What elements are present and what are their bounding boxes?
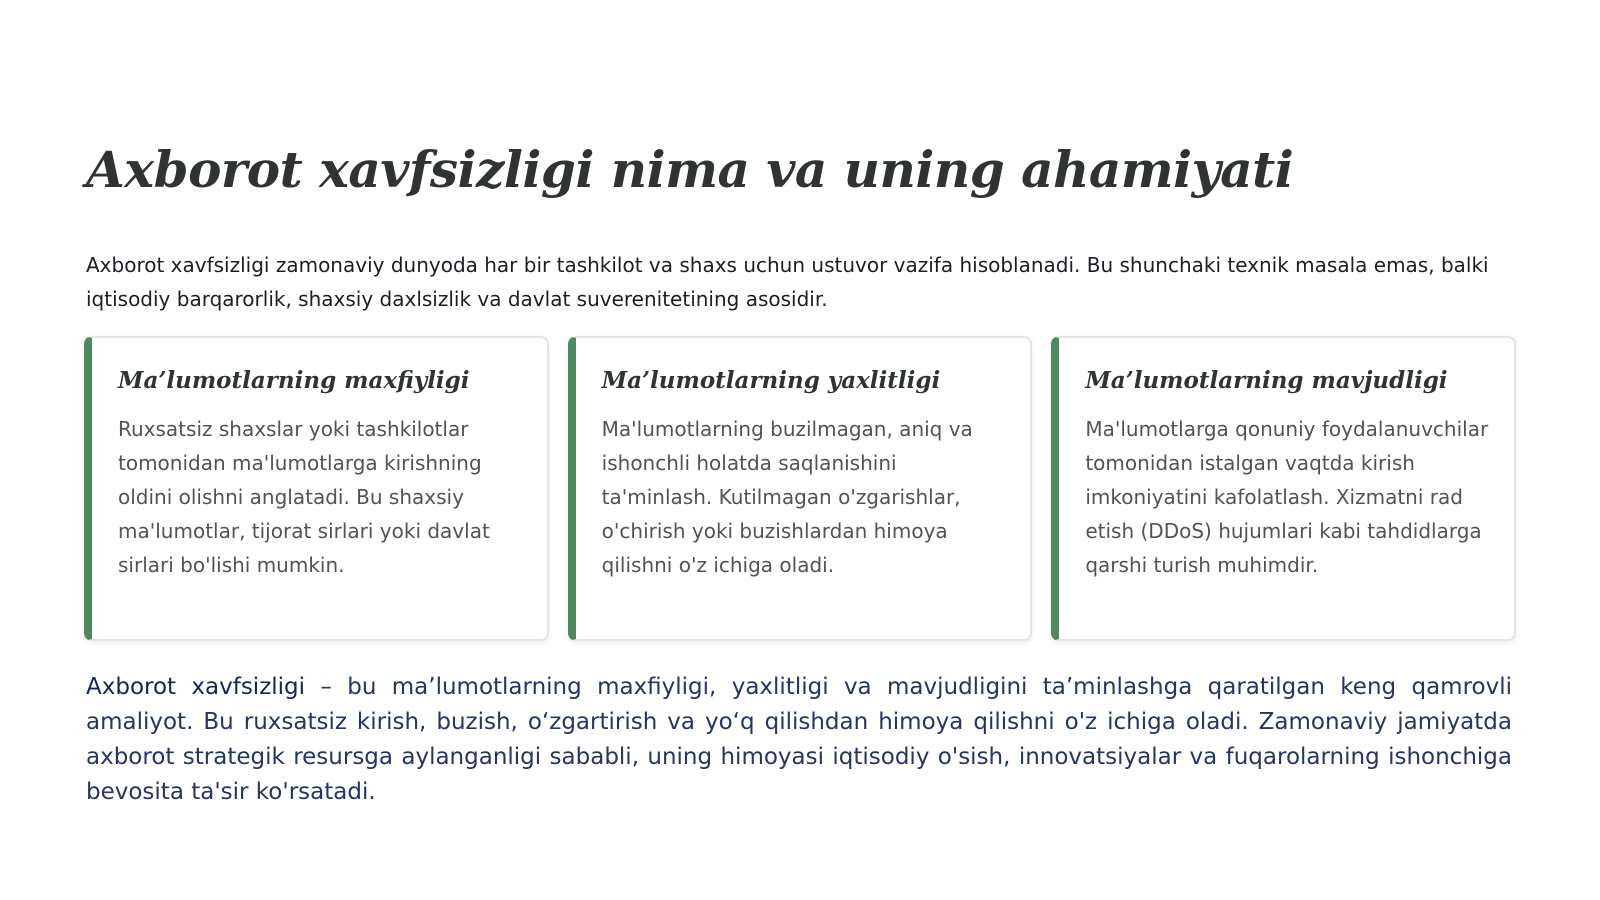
card-title: Ma’lumotlarning mavjudligi	[1085, 367, 1448, 394]
page-title: Axborot xavfsizligi nima va uning ahamiyati	[86, 140, 1294, 199]
card-title: Ma’lumotlarning maxfiyligi	[118, 367, 470, 394]
summary-text: – bu ma’lumotlarning maxfiyligi, yaxlitligi va mavjudligini ta’minlashga qaratilgan keng qamrovli amaliyot. Bu ruxsatsiz kirish, buzish, o‘zgartirish va yo‘q qilishdan himoya qilishni o'z ichiga oladi. Zamonaviy jamiyatda axborot strategik resursga aylanganligi sababli, uning himoyasi iqtisodiy o'sish, innovatsiyalar va fuqarolarning ishonchiga bevosita ta'sir ko'rsatadi.	[86, 674, 1512, 805]
cards-row	[84, 336, 1516, 641]
card-title: Ma’lumotlarning yaxlitligi	[601, 367, 941, 394]
card-text: Ruxsatsiz shaxslar yoki tashkilotlar tomonidan ma'lumotlarga kirishning oldini olishni anglatadi. Bu shaxsiy ma'lumotlar, tijorat sirlari yoki davlat sirlari bo'lishi mumkin.	[118, 417, 490, 577]
card-confidentiality	[84, 336, 549, 641]
card-integrity	[568, 336, 1033, 641]
summary-paragraph	[86, 670, 1512, 810]
intro-paragraph: Axborot xavfsizligi zamonaviy dunyoda har bir tashkilot va shaxs uchun ustuvor vazifa hisoblanadi. Bu shunchaki texnik masala emas, balki iqtisodiy barqarorlik, shaxsiy daxlsizlik va davlat suverenitetining asosidir.	[86, 253, 1489, 311]
card-text: Ma'lumotlarning buzilmagan, aniq va ishonchli holatda saqlanishini ta'minlash. Kutilmagan o'zgarishlar, o'chirish yoki buzishlardan himoya qilishni o'z ichiga oladi.	[601, 417, 973, 577]
card-availability	[1051, 336, 1516, 641]
summary-lead-term: Axborot xavfsizligi	[86, 674, 306, 700]
card-text: Ma'lumotlarga qonuniy foydalanuvchilar tomonidan istalgan vaqtda kirish imkoniyatini kafolatlash. Xizmatni rad etish (DDoS) hujumlari kabi tahdidlarga qarshi turish muhimdir.	[1085, 417, 1489, 577]
